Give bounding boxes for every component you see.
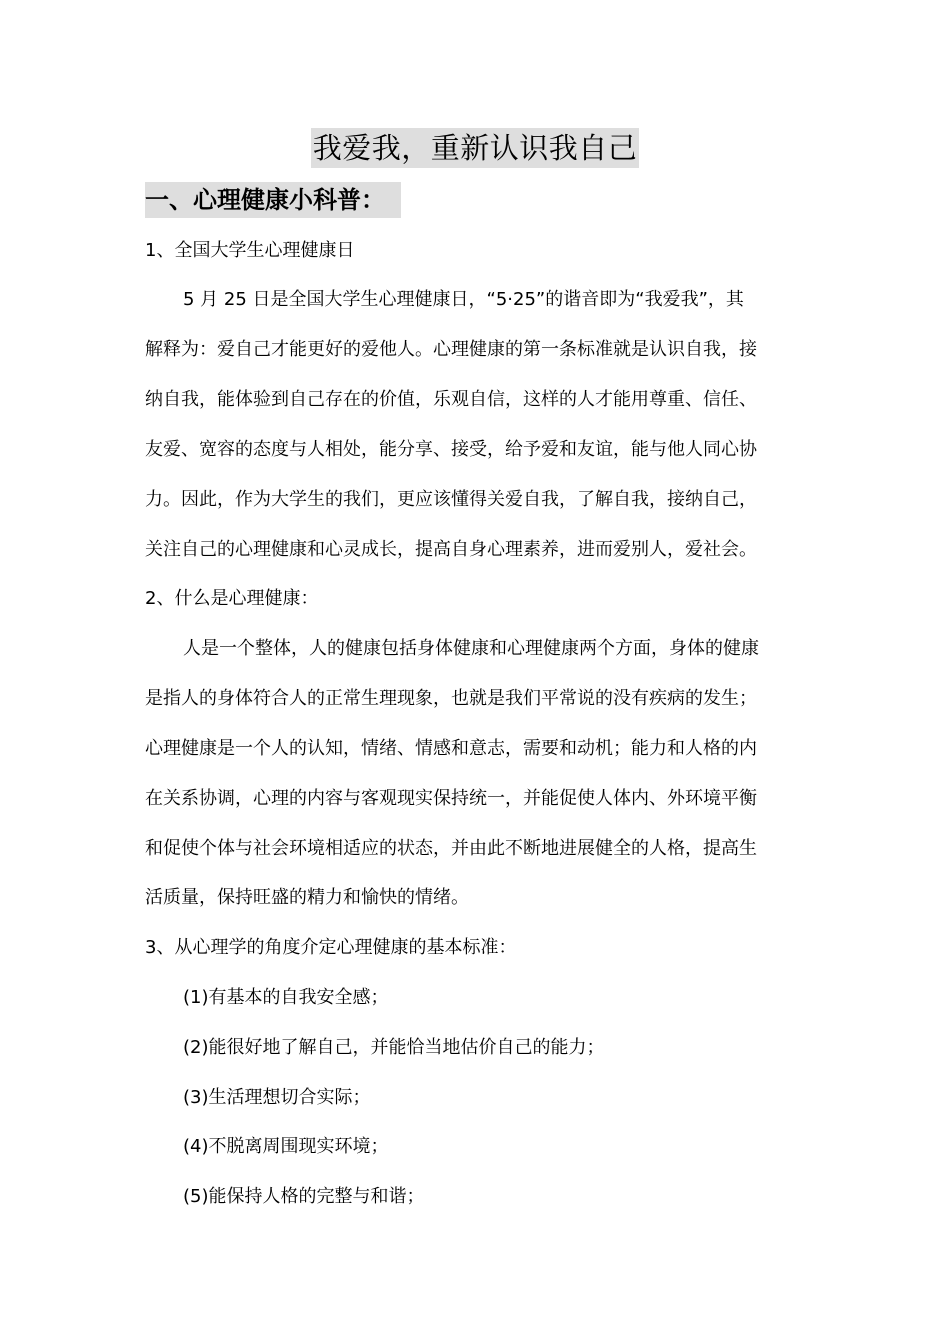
title-container: [0, 128, 950, 168]
list-item: (4)不脱离周围现实环境；: [183, 1136, 389, 1157]
section-heading: 一、心理健康小科普：: [145, 182, 401, 218]
list-item: (2)能很好地了解自己，并能恰当地估价自己的能力；: [183, 1037, 605, 1058]
paragraph-line: 心理健康是一个人的认知，情绪、情感和意志，需要和动机；能力和人格的内: [145, 738, 757, 759]
subheading-3: 3、从心理学的角度介定心理健康的基本标准：: [145, 937, 517, 958]
list-item: (1)有基本的自我安全感；: [183, 987, 389, 1008]
list-item: (5)能保持人格的完整与和谐；: [183, 1186, 425, 1207]
paragraph-line: 关注自己的心理健康和心灵成长，提高自身心理素养，进而爱别人，爱社会。: [145, 539, 757, 560]
list-item: (3)生活理想切合实际；: [183, 1087, 371, 1108]
paragraph-line: 人是一个整体，人的健康包括身体健康和心理健康两个方面，身体的健康: [183, 638, 759, 659]
paragraph-line: 活质量，保持旺盛的精力和愉快的情绪。: [145, 887, 469, 908]
paragraph-line: 5 月 25 日是全国大学生心理健康日，“5·25”的谐音即为“我爱我”，其: [183, 289, 744, 310]
subheading-1: 1、全国大学生心理健康日: [145, 240, 355, 261]
paragraph-line: 力。因此，作为大学生的我们，更应该懂得关爱自我，了解自我，接纳自己，: [145, 489, 757, 510]
paragraph-line: 和促使个体与社会环境相适应的状态，并由此不断地进展健全的人格，提高生: [145, 838, 757, 859]
paragraph-line: 解释为：爱自己才能更好的爱他人。心理健康的第一条标准就是认识自我，接: [145, 339, 757, 360]
document-title: 我爱我，重新认识我自己: [311, 128, 640, 168]
paragraph-line: 友爱、宽容的态度与人相处，能分享、接受，给予爱和友谊，能与他人同心协: [145, 439, 757, 460]
paragraph-line: 是指人的身体符合人的正常生理现象，也就是我们平常说的没有疾病的发生；: [145, 688, 757, 709]
paragraph-line: 在关系协调，心理的内容与客观现实保持统一，并能促使人体内、外环境平衡: [145, 788, 757, 809]
subheading-2: 2、什么是心理健康：: [145, 588, 319, 609]
paragraph-line: 纳自我，能体验到自己存在的价值，乐观自信，这样的人才能用尊重、信任、: [145, 389, 757, 410]
